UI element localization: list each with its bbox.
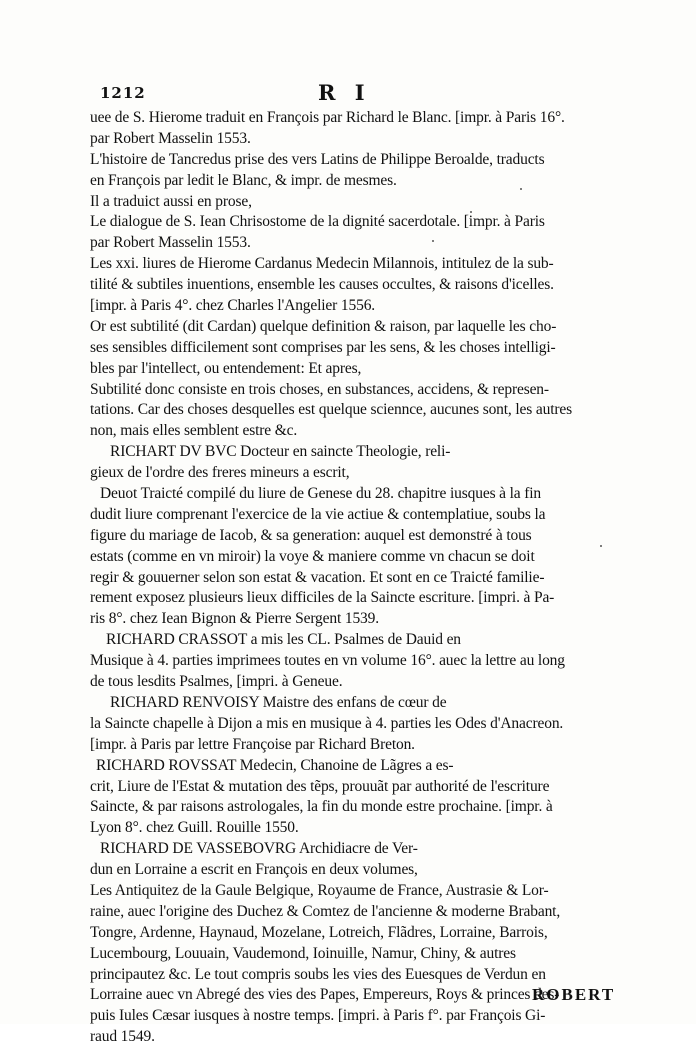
text-line: Or est subtilité (dit Cardan) quelque definition & raison, par laquelle les cho-	[90, 317, 557, 335]
body-text	[88, 108, 628, 1048]
text-line: Musique à 4. parties imprimees toutes en vn volume 16°. auec la lettre au long	[90, 652, 565, 670]
author-heading: RICHARD ROVSSAT Medecin, Chanoine de Lãgres a es-	[96, 756, 454, 774]
author-heading: RICHARD DE VASSEBOVRG Archidiacre de Ver-	[100, 840, 418, 858]
author-heading: RICHARD RENVOISY Maistre des enfans de cœur de	[110, 693, 447, 711]
text-line: la Saincte chapelle à Dijon a mis en musique à 4. parties les Odes d'Anacreon.	[90, 714, 564, 732]
text-line: raine, auec l'origine des Duchez & Comtez de l'ancienne & moderne Brabant,	[90, 902, 561, 920]
text-line: Deuot Traicté compilé du liure de Genese du 28. chapitre iusques à la fin	[100, 485, 542, 503]
ink-speck	[520, 188, 522, 190]
text-line: Le dialogue de S. Iean Chrisostome de la dignité sacerdotale. [impr. à Paris	[90, 213, 545, 231]
text-line: Lorraine auec vn Abregé des vies des Papes, Empereurs, Roys & princes des-	[90, 986, 560, 1004]
text-line: [impr. à Paris par lettre Françoise par Richard Breton.	[90, 735, 415, 753]
text-line: gieux de l'ordre des freres mineurs a escrit,	[90, 464, 350, 482]
catchword: ROBERT	[532, 985, 616, 1004]
text-line: dudit liure comprenant l'exercice de la vie actiue & contemplatiue, soubs la	[90, 505, 546, 523]
text-line: L'histoire de Tancredus prise des vers Latins de Philippe Beroalde, traducts	[90, 150, 545, 168]
author-heading: RICHART DV BVC Docteur en saincte Theologie, reli-	[110, 443, 451, 461]
text-line: estats (comme en vn miroir) la voye & maniere comme vn chacun se doit	[90, 547, 535, 565]
ink-speck	[470, 211, 472, 213]
ink-speck	[432, 240, 434, 242]
text-line: Tongre, Ardenne, Haynaud, Mozelane, Lotreich, Flãdres, Lorraine, Barrois,	[90, 923, 548, 941]
text-line: regir & gouuerner selon son estat & vacation. Et sont en ce Traicté familie-	[90, 568, 545, 586]
text-line: de tous lesdits Psalmes, [impri. à Geneue.	[90, 673, 343, 691]
text-line: par Robert Masselin 1553.	[90, 234, 251, 252]
text-line: uee de S. Hierome traduit en François par Richard le Blanc. [impr. à Paris 16°.	[90, 109, 565, 126]
ink-speck	[600, 545, 602, 547]
text-line: Lucembourg, Louuain, Vaudemond, Ioinuille, Namur, Chiny, & autres	[90, 944, 516, 962]
text-line: raud 1549.	[90, 1028, 155, 1046]
text-line: puis Iules Cæsar iusques à nostre temps. [impri. à Paris f°. par François Gi-	[90, 1007, 546, 1025]
running-head: R I	[318, 80, 371, 105]
author-heading: RICHARD CRASSOT a mis les CL. Psalmes de Dauid en	[106, 631, 461, 649]
page-header	[100, 80, 620, 106]
text-line: crit, Liure de l'Estat & mutation des tẽps, prouuãt par authorité de l'escriture	[90, 777, 550, 795]
text-line: Lyon 8°. chez Guill. Rouille 1550.	[90, 819, 299, 837]
text-line: en François par ledit le Blanc, & impr. de mesmes.	[90, 171, 397, 189]
text-line: par Robert Masselin 1553.	[90, 129, 251, 147]
text-line: rement exposez plusieurs lieux difficiles de la Saincte escriture. [impri. à Pa-	[90, 589, 555, 607]
text-line: principautez &c. Le tout compris soubs les vies des Euesques de Verdun en	[90, 965, 546, 983]
text-line: tilité & subtiles inuentions, ensemble les causes occultes, & raisons d'icelles.	[90, 276, 554, 294]
text-line: non, mais elles semblent estre &c.	[90, 422, 298, 440]
text-line: Les Antiquitez de la Gaule Belgique, Royaume de France, Austrasie & Lor-	[90, 881, 549, 899]
text-line: ses sensibles difficilement sont comprises par les sens, & les choses intelligi-	[90, 338, 556, 356]
text-line: bles par l'intellect, ou entendement: Et apres,	[90, 359, 362, 377]
text-line: dun en Lorraine a escrit en François en deux volumes,	[90, 861, 418, 879]
page-number: 1212	[100, 84, 146, 102]
text-line: Il a traduict aussi en prose,	[90, 192, 252, 210]
text-line: figure du mariage de Iacob, & sa generation: auquel est demonstré à tous	[90, 526, 532, 544]
text-line: tations. Car des choses desquelles est quelque sciennce, aucunes sont, les autres	[90, 401, 572, 419]
text-line: Les xxi. liures de Hierome Cardanus Medecin Milannois, intitulez de la sub-	[90, 255, 554, 273]
text-line: Subtilité donc consiste en trois choses, en substances, accidens, & represen-	[90, 380, 549, 398]
text-line: Saincte, & par raisons astrologales, la fin du monde estre prochaine. [impr. à	[90, 798, 553, 816]
text-line: [impr. à Paris 4°. chez Charles l'Angelier 1556.	[90, 297, 376, 315]
text-line: ris 8°. chez Iean Bignon & Pierre Sergent 1539.	[90, 610, 379, 628]
